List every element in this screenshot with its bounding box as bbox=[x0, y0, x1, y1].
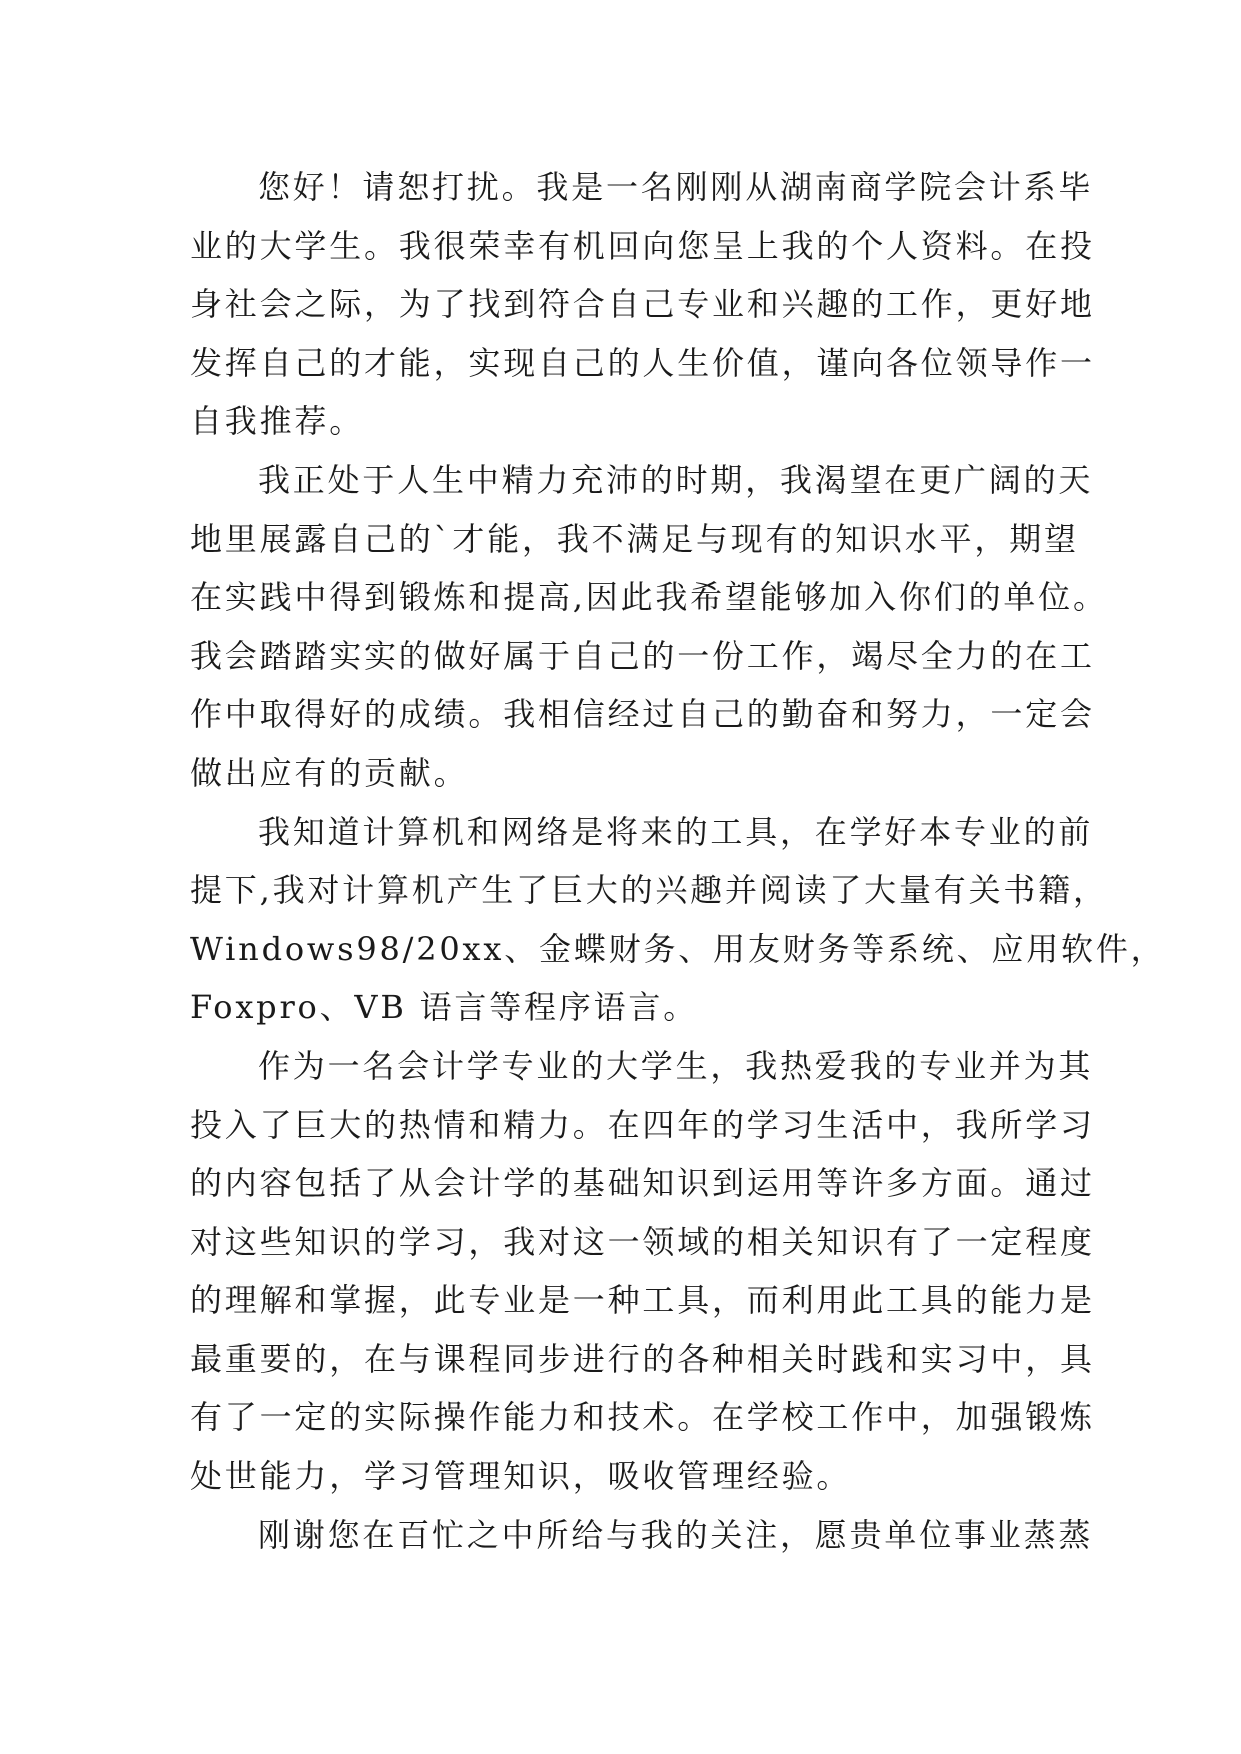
text-line: Foxpro、VB 语言等程序语言。 bbox=[190, 988, 699, 1027]
text-line: 自我推荐。 bbox=[190, 402, 365, 441]
text-line: 对这些知识的学习，我对这一领域的相关知识有了一定程度 bbox=[190, 1222, 1095, 1261]
text-line: 的内容包括了从会计学的基础知识到运用等许多方面。通过 bbox=[190, 1164, 1095, 1203]
text-line: 身社会之际，为了找到符合自己专业和兴趣的工作，更好地 bbox=[190, 285, 1095, 324]
text-line: 业的大学生。我很荣幸有机回向您呈上我的个人资料。在投 bbox=[190, 226, 1095, 265]
text-line: 投入了巨大的热情和精力。在四年的学习生活中，我所学习 bbox=[190, 1105, 1095, 1144]
text-line: 处世能力，学习管理知识，吸收管理经验。 bbox=[190, 1457, 852, 1496]
paragraph bbox=[190, 451, 1108, 803]
text-line: 地里展露自己的`才能，我不满足与现有的知识水平，期望 bbox=[190, 519, 1079, 558]
text-line: 刚谢您在百忙之中所给与我的关注，愿贵单位事业蒸蒸 bbox=[258, 1515, 1094, 1554]
paragraph bbox=[190, 158, 1095, 451]
paragraph bbox=[190, 1037, 1095, 1506]
text-line: Windows98/20xx、金蝶财务、用友财务等系统、应用软件， bbox=[190, 929, 1166, 968]
text-line: 有了一定的实际操作能力和技术。在学校工作中，加强锻炼 bbox=[190, 1398, 1095, 1437]
text-line: 做出应有的贡献。 bbox=[190, 753, 469, 792]
text-line: 发挥自己的才能，实现自己的人生价值，谨向各位领导作一 bbox=[190, 343, 1095, 382]
text-line: 在实践中得到锻炼和提高,因此我希望能够加入你们的单位。 bbox=[190, 578, 1108, 617]
text-line: 最重要的，在与课程同步进行的各种相关时践和实习中，具 bbox=[190, 1339, 1095, 1378]
paragraph bbox=[190, 803, 1166, 1037]
text-line: 您好！请恕打扰。我是一名刚刚从湖南商学院会计系毕 bbox=[258, 168, 1094, 206]
text-line: 提下,我对计算机产生了巨大的兴趣并阅读了大量有关书籍， bbox=[190, 871, 1108, 910]
document-page bbox=[190, 158, 1166, 1564]
text-line: 我会踏踏实实的做好属于自己的一份工作，竭尽全力的在工 bbox=[190, 636, 1095, 675]
paragraph bbox=[190, 1506, 1094, 1565]
text-line: 我正处于人生中精力充沛的时期，我渴望在更广阔的天 bbox=[258, 460, 1094, 499]
text-line: 作为一名会计学专业的大学生，我热爱我的专业并为其 bbox=[258, 1046, 1094, 1085]
text-line: 的理解和掌握，此专业是一种工具，而利用此工具的能力是 bbox=[190, 1281, 1095, 1320]
text-line: 我知道计算机和网络是将来的工具，在学好本专业的前 bbox=[258, 812, 1094, 851]
text-line: 作中取得好的成绩。我相信经过自己的勤奋和努力，一定会 bbox=[190, 695, 1095, 734]
